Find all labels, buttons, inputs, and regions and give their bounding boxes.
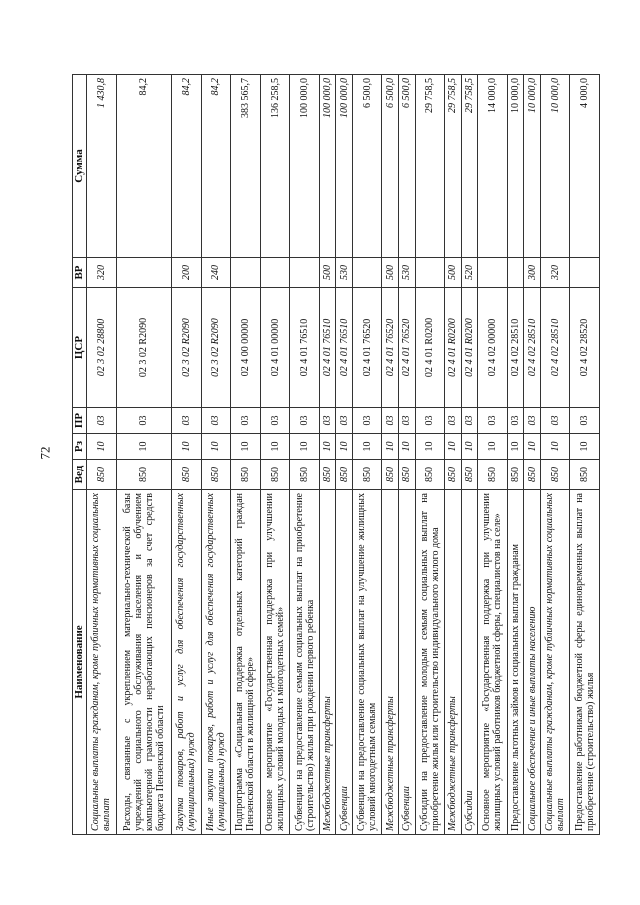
cell-pr: 03 <box>87 408 117 434</box>
table-row <box>524 75 541 835</box>
cell-pr: 03 <box>172 408 202 434</box>
cell-rz: 10 <box>399 434 416 460</box>
cell-sum: 29 758,5 <box>461 75 478 258</box>
cell-sum: 100 000,0 <box>336 75 353 258</box>
cell-csr: 02 4 01 76510 <box>319 288 336 408</box>
cell-ved: 850 <box>172 460 202 490</box>
cell-ved: 850 <box>540 460 570 490</box>
cell-sum: 84,2 <box>201 75 231 258</box>
cell-ved: 850 <box>260 460 290 490</box>
cell-rz: 10 <box>319 434 336 460</box>
table-row <box>352 75 382 835</box>
cell-name: Субвенции на предоставление семьям социальных выплат на приобретение (строительство) жилья при рождении первого ребенка <box>290 490 320 835</box>
table-row <box>399 75 416 835</box>
table-row <box>231 75 261 835</box>
cell-pr: 03 <box>352 408 382 434</box>
cell-rz: 10 <box>290 434 320 460</box>
cell-name: Основное мероприятие «Государственная поддержка при улучшении жилищных условий работников бюджетной сферы, специалистов на селе» <box>478 490 508 835</box>
cell-ved: 850 <box>352 460 382 490</box>
cell-pr: 03 <box>201 408 231 434</box>
cell-rz: 10 <box>382 434 399 460</box>
cell-name: Субвенции <box>399 490 416 835</box>
header-sum: Сумма <box>73 75 87 258</box>
cell-vr <box>478 258 508 288</box>
cell-name: Основное мероприятие «Государственная поддержка при улучшении жилищных условий молодых и многодетных семей» <box>260 490 290 835</box>
cell-name: Межбюджетные трансферты <box>382 490 399 835</box>
cell-ved: 850 <box>116 460 172 490</box>
cell-pr: 03 <box>290 408 320 434</box>
table-header-row <box>73 75 87 835</box>
cell-csr: 02 3 02 28800 <box>87 288 117 408</box>
cell-ved: 850 <box>445 460 462 490</box>
cell-vr <box>260 258 290 288</box>
cell-csr: 02 4 01 R0200 <box>415 288 445 408</box>
cell-sum: 6 500,0 <box>352 75 382 258</box>
cell-ved: 850 <box>570 460 600 490</box>
cell-rz: 10 <box>415 434 445 460</box>
table-row <box>478 75 508 835</box>
cell-rz: 10 <box>260 434 290 460</box>
cell-rz: 10 <box>445 434 462 460</box>
cell-pr: 03 <box>231 408 261 434</box>
cell-vr: 240 <box>201 258 231 288</box>
table-row <box>382 75 399 835</box>
cell-rz: 10 <box>87 434 117 460</box>
cell-vr: 530 <box>336 258 353 288</box>
cell-vr <box>352 258 382 288</box>
table-row <box>336 75 353 835</box>
cell-sum: 29 758,5 <box>415 75 445 258</box>
cell-vr: 530 <box>399 258 416 288</box>
cell-csr: 02 3 02 R2090 <box>116 288 172 408</box>
budget-table-container <box>72 75 600 835</box>
cell-pr: 03 <box>524 408 541 434</box>
cell-sum: 84,2 <box>116 75 172 258</box>
cell-pr: 03 <box>461 408 478 434</box>
cell-ved: 850 <box>507 460 524 490</box>
table-row <box>461 75 478 835</box>
cell-ved: 850 <box>201 460 231 490</box>
cell-rz: 10 <box>201 434 231 460</box>
cell-name: Расходы, связанные с укреплением материально-технической базы учреждений социального обслуживания населения и обучением компьютерной грамотности неработающих пенсионеров за счет средств бюджета Пензенской области <box>116 490 172 835</box>
cell-vr <box>116 258 172 288</box>
cell-name: Межбюджетные трансферты <box>319 490 336 835</box>
header-name: Наименование <box>73 490 87 835</box>
table-row <box>290 75 320 835</box>
cell-rz: 10 <box>507 434 524 460</box>
cell-ved: 850 <box>399 460 416 490</box>
table-row <box>87 75 117 835</box>
cell-vr <box>290 258 320 288</box>
cell-vr: 320 <box>540 258 570 288</box>
cell-sum: 6 500,0 <box>382 75 399 258</box>
table-row <box>116 75 172 835</box>
cell-csr: 02 4 01 76520 <box>399 288 416 408</box>
cell-csr: 02 3 02 R2090 <box>201 288 231 408</box>
cell-name: Закупка товаров, работ и услуг для обеспечения государственных (муниципальных) нужд <box>172 490 202 835</box>
cell-rz: 10 <box>540 434 570 460</box>
cell-name: Субсидии на предоставление молодым семьям социальных выплат на приобретение жилья или строительство индивидуального жилого дома <box>415 490 445 835</box>
cell-pr: 03 <box>445 408 462 434</box>
cell-pr: 03 <box>399 408 416 434</box>
cell-rz: 10 <box>461 434 478 460</box>
cell-vr: 500 <box>445 258 462 288</box>
cell-name: Субвенции <box>336 490 353 835</box>
cell-csr: 02 4 01 00000 <box>260 288 290 408</box>
cell-name: Межбюджетные трансферты <box>445 490 462 835</box>
cell-name: Иные закупки товаров, работ и услуг для обеспечения государственных (муниципальных) нужд <box>201 490 231 835</box>
cell-ved: 850 <box>382 460 399 490</box>
cell-csr: 02 4 01 R0200 <box>461 288 478 408</box>
cell-rz: 10 <box>570 434 600 460</box>
cell-sum: 84,2 <box>172 75 202 258</box>
cell-csr: 02 4 02 28510 <box>540 288 570 408</box>
cell-sum: 29 758,5 <box>445 75 462 258</box>
cell-name: Предоставление работникам бюджетной сферы единовременных выплат на приобретение (строительство) жилья <box>570 490 600 835</box>
cell-sum: 100 000,0 <box>290 75 320 258</box>
cell-vr: 300 <box>524 258 541 288</box>
cell-vr <box>231 258 261 288</box>
cell-rz: 10 <box>352 434 382 460</box>
cell-ved: 850 <box>231 460 261 490</box>
cell-ved: 850 <box>415 460 445 490</box>
cell-rz: 10 <box>336 434 353 460</box>
cell-sum: 10 000,0 <box>524 75 541 258</box>
header-ved: Вед <box>73 460 87 490</box>
cell-ved: 850 <box>478 460 508 490</box>
table-row <box>201 75 231 835</box>
cell-ved: 850 <box>319 460 336 490</box>
cell-vr: 520 <box>461 258 478 288</box>
cell-ved: 850 <box>524 460 541 490</box>
cell-sum: 10 000,0 <box>540 75 570 258</box>
cell-pr: 03 <box>336 408 353 434</box>
header-rz: Рз <box>73 434 87 460</box>
cell-csr: 02 4 01 76520 <box>352 288 382 408</box>
cell-csr: 02 4 01 76510 <box>336 288 353 408</box>
cell-sum: 10 000,0 <box>507 75 524 258</box>
cell-rz: 10 <box>116 434 172 460</box>
cell-csr: 02 4 00 00000 <box>231 288 261 408</box>
cell-name: Субвенции на предоставление социальных выплат на улучшение жилищных условий многодетным семьям <box>352 490 382 835</box>
cell-sum: 6 500,0 <box>399 75 416 258</box>
cell-vr: 320 <box>87 258 117 288</box>
cell-pr: 03 <box>570 408 600 434</box>
cell-vr: 200 <box>172 258 202 288</box>
cell-ved: 850 <box>87 460 117 490</box>
page-number: 72 <box>37 446 52 460</box>
cell-vr: 500 <box>319 258 336 288</box>
cell-rz: 10 <box>478 434 508 460</box>
cell-name: Социальные выплаты гражданам, кроме публичных нормативных социальных выплат <box>87 490 117 835</box>
cell-name: Субсидии <box>461 490 478 835</box>
cell-pr: 03 <box>507 408 524 434</box>
budget-table <box>72 74 600 835</box>
cell-sum: 14 000,0 <box>478 75 508 258</box>
cell-csr: 02 4 01 76510 <box>290 288 320 408</box>
cell-csr: 02 4 01 R0200 <box>445 288 462 408</box>
cell-name: Предоставление льготных займов и социальных выплат гражданам <box>507 490 524 835</box>
cell-vr <box>570 258 600 288</box>
cell-csr: 02 4 01 76520 <box>382 288 399 408</box>
cell-ved: 850 <box>461 460 478 490</box>
cell-sum: 4 000,0 <box>570 75 600 258</box>
cell-csr: 02 3 02 R2090 <box>172 288 202 408</box>
cell-pr: 03 <box>319 408 336 434</box>
header-vr: ВР <box>73 258 87 288</box>
table-row <box>445 75 462 835</box>
cell-rz: 10 <box>172 434 202 460</box>
table-row <box>415 75 445 835</box>
cell-sum: 136 258,5 <box>260 75 290 258</box>
cell-rz: 10 <box>231 434 261 460</box>
cell-sum: 383 565,7 <box>231 75 261 258</box>
table-row <box>570 75 600 835</box>
table-row <box>319 75 336 835</box>
cell-csr: 02 4 02 28510 <box>507 288 524 408</box>
cell-name: Социальное обеспечение и иные выплаты населению <box>524 490 541 835</box>
table-row <box>507 75 524 835</box>
cell-csr: 02 4 02 28510 <box>524 288 541 408</box>
table-row <box>260 75 290 835</box>
cell-rz: 10 <box>524 434 541 460</box>
cell-pr: 03 <box>540 408 570 434</box>
cell-pr: 03 <box>478 408 508 434</box>
cell-pr: 03 <box>260 408 290 434</box>
cell-csr: 02 4 02 00000 <box>478 288 508 408</box>
cell-ved: 850 <box>336 460 353 490</box>
cell-csr: 02 4 02 28520 <box>570 288 600 408</box>
cell-vr <box>507 258 524 288</box>
cell-name: Социальные выплаты гражданам, кроме публичных нормативных социальных выплат <box>540 490 570 835</box>
cell-sum: 1 430,8 <box>87 75 117 258</box>
cell-sum: 100 000,0 <box>319 75 336 258</box>
cell-vr <box>415 258 445 288</box>
table-row <box>172 75 202 835</box>
header-csr: ЦСР <box>73 288 87 408</box>
cell-ved: 850 <box>290 460 320 490</box>
cell-pr: 03 <box>415 408 445 434</box>
header-pr: ПР <box>73 408 87 434</box>
cell-name: Подпрограмма «Социальная поддержка отдельных категорий граждан Пензенской области в жилищной сфере» <box>231 490 261 835</box>
cell-pr: 03 <box>382 408 399 434</box>
cell-pr: 03 <box>116 408 172 434</box>
table-row <box>540 75 570 835</box>
cell-vr: 500 <box>382 258 399 288</box>
